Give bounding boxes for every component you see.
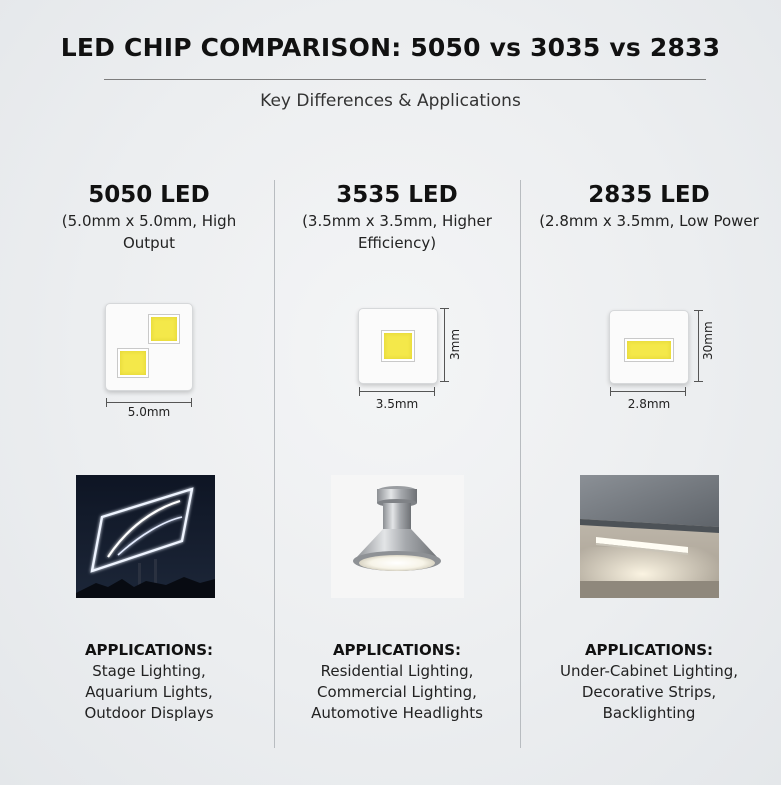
dimension-tick [440, 381, 449, 382]
application-item: Residential Lighting, [320, 662, 474, 680]
chip-name: 3535 LED [336, 182, 458, 208]
applications-list [24, 661, 274, 724]
application-item: Outdoor Displays [84, 704, 214, 722]
application-item: Stage Lighting, [92, 662, 206, 680]
height-dimension-label: 30mm [701, 321, 715, 360]
chip-spec: (2.8mm x 3.5mm, Low Power [539, 212, 759, 230]
chip-name: 5050 LED [88, 182, 210, 208]
height-dimension-line [698, 310, 699, 382]
led-die-icon [118, 349, 148, 377]
chip-spec: (5.0mm x 5.0mm, High Output [61, 212, 237, 252]
height-dimension-line [444, 308, 445, 382]
width-dimension-line [106, 402, 192, 403]
title-divider [104, 79, 706, 80]
application-item: Under-Cabinet Lighting, [560, 662, 738, 680]
width-dimension-label: 5.0mm [127, 405, 171, 419]
dimension-tick [434, 387, 435, 396]
applications-heading: APPLICATIONS: [332, 641, 462, 659]
led-chip-3535-icon [358, 308, 438, 384]
led-die-icon [149, 315, 179, 343]
page-subtitle: Key Differences & Applications [260, 91, 521, 111]
applications-heading: APPLICATIONS: [84, 641, 214, 659]
led-die-icon [382, 331, 414, 361]
width-dimension-line [610, 391, 686, 392]
application-item: Backlighting [602, 704, 696, 722]
dimension-tick [694, 381, 703, 382]
led-chip-5050-icon [105, 303, 193, 391]
application-item: Automotive Headlights [311, 704, 483, 722]
outdoor-sign-photo-icon [76, 475, 215, 598]
chip-name: 2835 LED [588, 182, 710, 208]
application-item: Commercial Lighting, [317, 683, 477, 701]
led-die-icon [625, 339, 673, 361]
dimension-tick [685, 387, 686, 396]
page-title: LED CHIP COMPARISON: 5050 vs 3035 vs 2833 [60, 33, 721, 62]
dimension-tick [610, 387, 611, 396]
applications-heading: APPLICATIONS: [584, 641, 714, 659]
applications-list [524, 661, 774, 724]
chip-spec: (3.5mm x 3.5mm, Higher Efficiency) [302, 212, 492, 252]
width-dimension-line [359, 391, 435, 392]
application-item: Decorative Strips, [581, 683, 717, 701]
under-cabinet-light-photo-icon [580, 475, 719, 598]
dimension-tick [440, 308, 449, 309]
led-chip-2835-icon [609, 310, 689, 384]
width-dimension-label: 3.5mm [375, 397, 419, 411]
width-dimension-label: 2.8mm [627, 397, 671, 411]
dimension-tick [694, 310, 703, 311]
ceiling-downlight-photo-icon [331, 475, 464, 598]
dimension-tick [359, 387, 360, 396]
height-dimension-label: 3mm [448, 328, 462, 360]
applications-list [272, 661, 522, 724]
application-item: Aquarium Lights, [85, 683, 213, 701]
